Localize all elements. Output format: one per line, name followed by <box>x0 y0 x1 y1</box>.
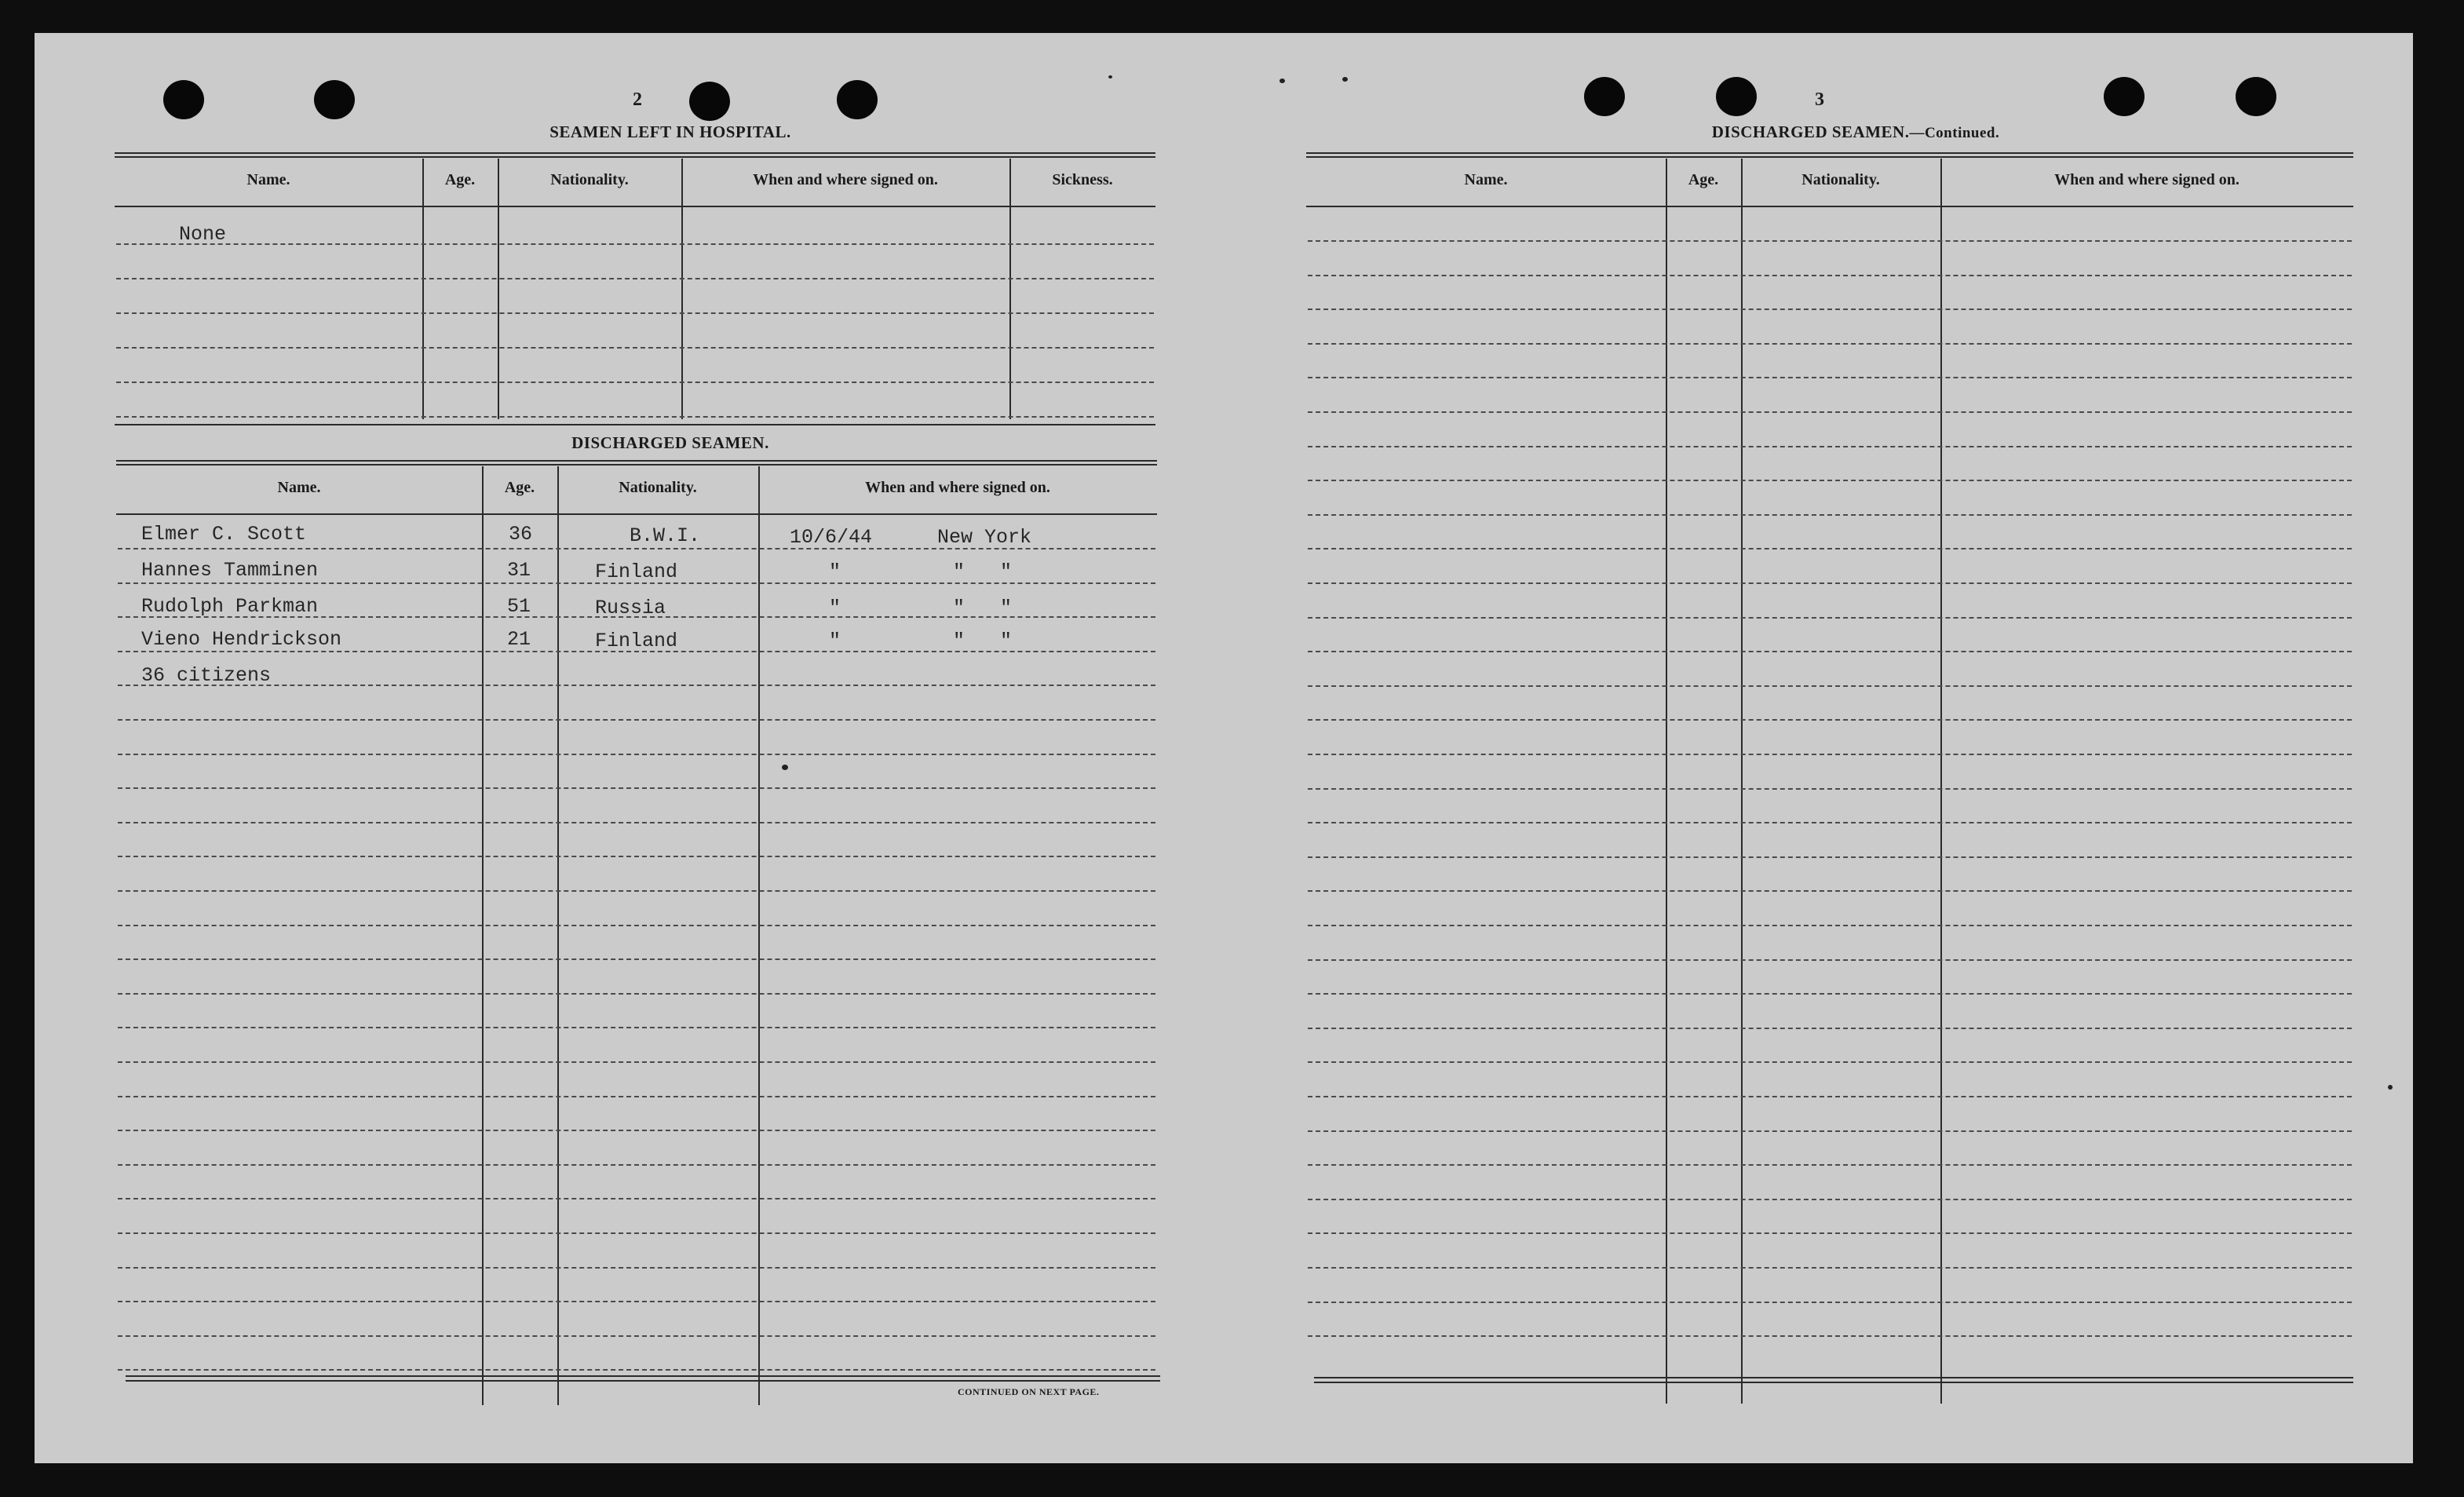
rule <box>126 1380 1160 1382</box>
rule <box>115 152 1155 158</box>
discharged-continued-suffix: —Continued. <box>1909 125 2000 141</box>
seaman-signed-date: " <box>829 560 841 583</box>
ruled-line <box>118 719 1155 721</box>
discharged-col-name: Name. <box>277 479 321 496</box>
seaman-signed-date: 10/6/44 <box>790 526 873 549</box>
punch-hole <box>1716 77 1757 116</box>
ruled-line <box>116 312 1154 314</box>
column-divider <box>498 159 499 419</box>
ruled-line <box>118 856 1155 857</box>
hospital-col-sickness: Sickness. <box>1052 171 1113 188</box>
ruled-line <box>118 685 1155 686</box>
ruled-line <box>1308 446 2352 447</box>
discharged-col-nationality: Nationality. <box>619 479 697 496</box>
ruled-line <box>1308 480 2352 481</box>
ruled-line <box>1308 1164 2352 1166</box>
ruled-line <box>118 1164 1155 1166</box>
continued-note: CONTINUED ON NEXT PAGE. <box>958 1386 1100 1397</box>
ruled-line <box>1308 582 2352 584</box>
ruled-line <box>1308 514 2352 516</box>
ruled-line <box>118 1130 1155 1131</box>
column-divider <box>482 466 484 1405</box>
ruled-line <box>1308 651 2352 652</box>
hospital-col-name: Name. <box>246 171 290 188</box>
ruled-line <box>1308 343 2352 345</box>
seaman-age: 21 <box>507 628 531 651</box>
discharged-continued-title-main: DISCHARGED SEAMEN. <box>1711 122 1910 141</box>
hospital-col-nationality: Nationality. <box>550 171 629 188</box>
ruled-line <box>1308 1061 2352 1063</box>
seaman-age: 51 <box>507 595 531 618</box>
rule <box>1306 206 2353 207</box>
punch-hole <box>689 82 730 121</box>
speck <box>2388 1085 2393 1090</box>
hospital-col-signed-on: When and where signed on. <box>753 171 938 188</box>
ruled-line <box>118 1301 1155 1302</box>
ruled-line <box>1308 1028 2352 1029</box>
seaman-signed-place: New York <box>937 526 1032 549</box>
seaman-nationality: Finland <box>595 630 678 652</box>
ruled-line <box>118 1027 1155 1028</box>
seaman-signed-date: " <box>829 597 841 619</box>
page-number-left: 2 <box>633 89 642 110</box>
right-col-nationality: Nationality. <box>1801 171 1880 188</box>
seaman-signed-place: " " <box>953 630 1013 652</box>
seaman-age: 36 <box>509 523 533 546</box>
seaman-name: Vieno Hendrickson <box>141 628 342 651</box>
hospital-entry: None <box>179 223 227 246</box>
column-divider <box>557 466 559 1405</box>
speck <box>1279 79 1285 83</box>
rule <box>1314 1382 2353 1383</box>
ruled-line <box>1308 822 2352 823</box>
ruled-line <box>1308 617 2352 619</box>
seaman-name: Elmer C. Scott <box>141 523 307 546</box>
ruled-line <box>116 278 1154 279</box>
ruled-line <box>118 890 1155 892</box>
rule <box>115 206 1155 207</box>
seaman-signed-date: " <box>829 630 841 652</box>
speck <box>1342 77 1348 82</box>
ruled-line <box>118 1096 1155 1097</box>
ruled-line <box>118 787 1155 789</box>
right-col-age: Age. <box>1688 171 1719 188</box>
ruled-line <box>1308 993 2352 995</box>
ruled-line <box>118 1369 1155 1371</box>
ruled-line <box>1308 754 2352 755</box>
column-divider <box>1940 159 1942 1404</box>
ruled-line <box>118 1061 1155 1063</box>
column-divider <box>1666 159 1667 1404</box>
page-number-right: 3 <box>1815 89 1824 110</box>
right-col-name: Name. <box>1464 171 1508 188</box>
ruled-line <box>118 754 1155 755</box>
ruled-line <box>1308 377 2352 378</box>
ruled-line <box>118 1232 1155 1234</box>
ruled-line <box>1308 309 2352 310</box>
ruled-line <box>1308 856 2352 858</box>
discharged-title: DISCHARGED SEAMEN. <box>571 433 769 452</box>
ruled-line <box>116 243 1154 245</box>
ruled-line <box>1308 959 2352 961</box>
ruled-line <box>116 347 1154 349</box>
seaman-nationality: Finland <box>595 560 678 583</box>
ruled-line <box>1308 275 2352 276</box>
column-divider <box>1741 159 1743 1404</box>
rule <box>126 1375 1160 1377</box>
ruled-line <box>1308 1232 2352 1234</box>
seaman-age: 31 <box>507 559 531 582</box>
seaman-nationality: B.W.I. <box>630 524 701 547</box>
seaman-name: Hannes Tamminen <box>141 559 319 582</box>
discharged-continued-title <box>1620 122 2091 142</box>
ruled-line <box>118 925 1155 926</box>
ruled-line <box>116 382 1154 383</box>
punch-hole <box>837 80 878 119</box>
seaman-signed-place: " " <box>953 597 1013 619</box>
rule <box>116 460 1157 466</box>
ruled-line <box>118 1267 1155 1269</box>
ruled-line <box>1308 1130 2352 1132</box>
ruled-line <box>1308 1096 2352 1097</box>
ledger-sheet <box>35 33 2413 1463</box>
punch-hole <box>2236 77 2276 116</box>
ruled-line <box>1308 925 2352 926</box>
rule <box>1314 1377 2353 1378</box>
seaman-nationality: Russia <box>595 597 666 619</box>
speck <box>782 765 788 770</box>
discharged-summary: 36 citizens <box>141 664 272 687</box>
punch-hole <box>163 80 204 119</box>
ruled-line <box>118 993 1155 995</box>
seaman-signed-place: " " <box>953 560 1013 583</box>
rule <box>115 424 1155 425</box>
speck <box>1108 75 1112 79</box>
ruled-line <box>1308 685 2352 687</box>
discharged-col-signed-on: When and where signed on. <box>865 479 1050 496</box>
ruled-line <box>116 416 1154 418</box>
ruled-line <box>1308 411 2352 413</box>
rule <box>116 513 1157 515</box>
right-col-signed-on: When and where signed on. <box>2054 171 2240 188</box>
ruled-line <box>1308 548 2352 550</box>
ruled-line <box>1308 1335 2352 1337</box>
punch-hole <box>1584 77 1625 116</box>
column-divider <box>422 159 424 419</box>
ruled-line <box>118 822 1155 823</box>
ruled-line <box>1308 890 2352 892</box>
ruled-line <box>1308 1302 2352 1303</box>
column-divider <box>1009 159 1011 419</box>
ruled-line <box>1308 1267 2352 1269</box>
hospital-title: SEAMEN LEFT IN HOSPITAL. <box>549 122 791 141</box>
column-divider <box>758 466 760 1405</box>
punch-hole <box>2104 77 2145 116</box>
ruled-line <box>118 1335 1155 1337</box>
discharged-col-age: Age. <box>504 479 535 496</box>
ruled-line <box>118 958 1155 960</box>
ruled-line <box>118 1198 1155 1199</box>
rule <box>1306 152 2353 158</box>
seaman-name: Rudolph Parkman <box>141 595 319 618</box>
column-divider <box>681 159 683 419</box>
ruled-line <box>1308 788 2352 790</box>
ruled-line <box>1308 719 2352 721</box>
punch-hole <box>314 80 355 119</box>
ruled-line <box>1308 1199 2352 1200</box>
ruled-line <box>1308 240 2352 242</box>
hospital-col-age: Age. <box>444 171 476 188</box>
